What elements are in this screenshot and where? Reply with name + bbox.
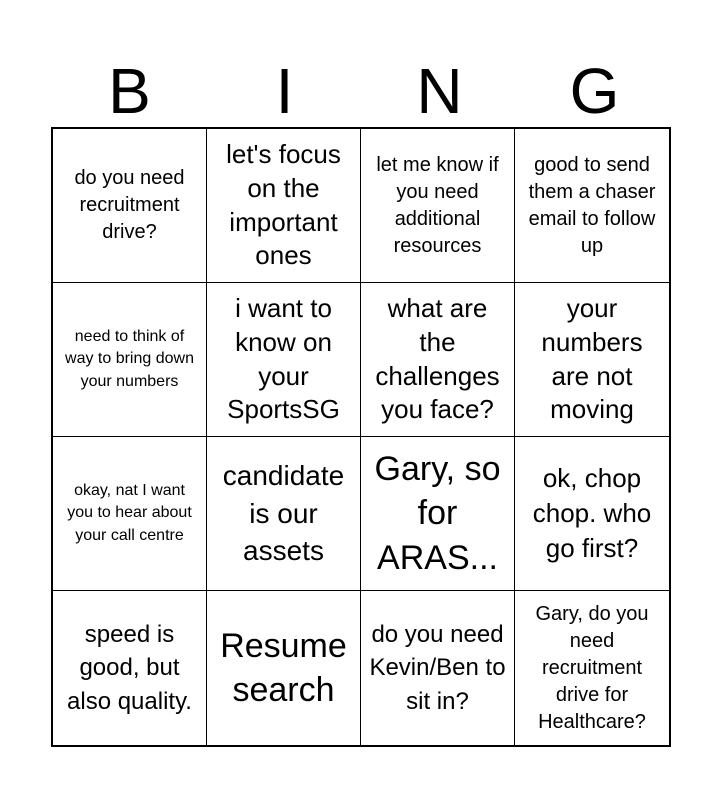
bingo-cell-text: Gary, so for ARAS...: [374, 450, 501, 577]
bingo-cell-text: do you need recruitment drive?: [74, 167, 185, 243]
bingo-cell-text: let me know if you need additional resources: [376, 153, 499, 257]
bingo-cell-r4c4[interactable]: [515, 591, 669, 745]
bingo-cell-text: Resume search: [220, 626, 347, 709]
bingo-cell-text: okay, nat I want you to hear about your call centre: [67, 482, 192, 544]
header-letter-n: N: [416, 55, 463, 127]
header-letter-i: I: [275, 55, 294, 127]
bingo-cell-r3c4[interactable]: [515, 437, 669, 591]
bingo-cell-text: your numbers are not moving: [541, 292, 643, 425]
bingo-cell-r1c1[interactable]: [53, 129, 207, 283]
bingo-cell-text: ok, chop chop. who go first?: [532, 462, 652, 564]
bingo-cell-r2c2[interactable]: [207, 283, 361, 437]
bingo-cell-text: Gary, do you need recruitment drive for Healthcare?: [535, 602, 649, 733]
bingo-cell-text: need to think of way to bring down your numbers: [65, 328, 194, 390]
bingo-cell-r1c4[interactable]: [515, 129, 669, 283]
header-letter-g: G: [569, 55, 620, 127]
bingo-cell-r2c3[interactable]: [361, 283, 515, 437]
bingo-cell-r4c1[interactable]: [53, 591, 207, 745]
bingo-cell-r3c3[interactable]: [361, 437, 515, 591]
bingo-cell-r4c3[interactable]: [361, 591, 515, 745]
bingo-cell-r1c2[interactable]: [207, 129, 361, 283]
bingo-cell-text: do you need Kevin/Ben to sit in?: [369, 620, 506, 715]
bingo-cell-text: what are the challenges you face?: [375, 292, 500, 425]
bingo-cell-r1c3[interactable]: [361, 129, 515, 283]
bingo-cell-text: i want to know on your SportsSG: [227, 292, 340, 425]
bingo-cell-r2c4[interactable]: [515, 283, 669, 437]
bingo-cell-text: let's focus on the important ones: [226, 138, 341, 271]
bingo-cell-r4c2[interactable]: [207, 591, 361, 745]
bingo-cell-r2c1[interactable]: [53, 283, 207, 437]
bingo-cell-text: candidate is our assets: [222, 459, 345, 567]
bingo-cell-text: speed is good, but also quality.: [67, 620, 192, 715]
bingo-cell-r3c2[interactable]: [207, 437, 361, 591]
bingo-cell-r3c1[interactable]: [53, 437, 207, 591]
bingo-board: [51, 127, 671, 747]
header-letter-b: B: [108, 55, 151, 127]
bingo-cell-text: good to send them a chaser email to follow up: [528, 153, 656, 257]
bingo-header: [52, 55, 672, 127]
